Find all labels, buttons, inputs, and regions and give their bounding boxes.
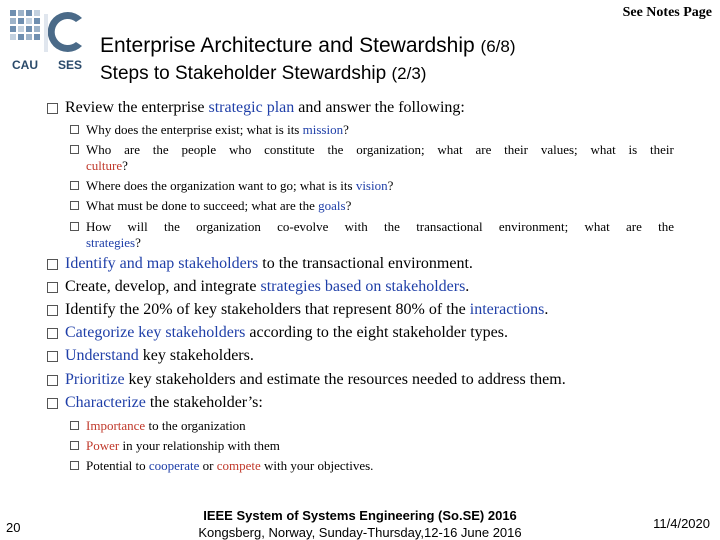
step-item	[65, 324, 508, 342]
step-text: according to the eight stakeholder types.	[245, 324, 508, 341]
conference-location: Kongsberg, Norway, Sunday-Thursday,12-16 June 2016	[198, 525, 522, 540]
question-end: ?	[122, 158, 128, 173]
q2-w1: Who	[86, 142, 112, 157]
q5-w12: the	[658, 219, 674, 234]
question-item	[86, 198, 674, 214]
q5-w5: co-evolve	[277, 219, 329, 234]
q2-w2: are	[124, 142, 140, 157]
subtitle-text: Steps to Stakeholder Stewardship	[100, 63, 387, 84]
q2-w14: is	[628, 142, 638, 157]
q5-w8: transactional	[416, 219, 483, 234]
step-text: Identify the 20% of key stakeholders that represent 80% of the	[65, 301, 470, 318]
sub-bullet-icon	[70, 125, 79, 134]
question-line-2	[86, 235, 674, 251]
question-keyword: culture	[86, 158, 123, 173]
q2-w15: their	[650, 142, 674, 157]
characteristic-item	[86, 418, 674, 434]
sub-bullet-icon	[70, 461, 79, 470]
step-item	[65, 278, 469, 296]
step-text: key stakeholders.	[138, 347, 254, 364]
q2-w12: values;	[540, 142, 578, 157]
q5-w2: will	[127, 219, 148, 234]
subtitle-number: (2/3)	[391, 64, 427, 83]
step-text: Create, develop, and integrate	[65, 278, 261, 295]
step-text: the stakeholder’s:	[145, 394, 263, 411]
characteristic-text-mid: or	[199, 458, 217, 473]
step-keyword: Understand	[65, 347, 139, 364]
q2-w9: what	[437, 142, 463, 157]
step-keyword: interactions	[469, 301, 545, 318]
question-item	[86, 122, 674, 138]
see-notes-link[interactable]: See Notes Page	[622, 5, 712, 20]
question-text: Why does the enterprise exist; what is its	[86, 122, 303, 137]
intro-text-a: Review the enterprise	[65, 99, 209, 116]
intro-highlight: strategic plan	[208, 99, 295, 116]
step-keyword: Identify and map stakeholders	[65, 255, 259, 272]
q5-w4: organization	[196, 219, 261, 234]
slide-subtitle	[100, 63, 426, 85]
question-line-2	[86, 158, 674, 174]
q5-w3: the	[164, 219, 180, 234]
sub-bullet-icon	[70, 145, 79, 154]
question-keyword: goals	[318, 198, 346, 213]
step-item	[65, 394, 263, 412]
q5-w11: are	[625, 219, 642, 234]
characteristic-end: with your objectives.	[260, 458, 374, 473]
step-item	[65, 347, 254, 365]
q2-w5: who	[228, 142, 252, 157]
bullet-icon	[47, 259, 58, 270]
step-end: .	[465, 278, 470, 295]
question-end: ?	[343, 122, 349, 137]
q2-w10: are	[475, 142, 492, 157]
q5-w1: How	[86, 219, 112, 234]
slide-date: 11/4/2020	[653, 516, 710, 531]
slide-title	[100, 34, 516, 58]
sub-bullet-icon	[70, 201, 79, 210]
question-end: ?	[345, 198, 352, 213]
step-keyword: Characterize	[65, 394, 146, 411]
step-item	[65, 255, 473, 273]
title-text: Enterprise Architecture and Stewardship	[100, 34, 475, 57]
bullet-icon	[47, 103, 58, 114]
characteristic-text: Potential to	[86, 458, 149, 473]
question-line-1	[86, 219, 674, 235]
characteristic-item	[86, 458, 674, 474]
step-item	[65, 371, 566, 389]
title-number: (6/8)	[480, 37, 516, 56]
intro-line	[65, 99, 465, 117]
q2-w4: people	[181, 142, 217, 157]
step-keyword: Categorize key stakeholders	[65, 324, 246, 341]
logo-ses-text: SES	[58, 58, 83, 72]
step-keyword: strategies based on stakeholders	[260, 278, 466, 295]
characteristic-item	[86, 438, 674, 454]
sub-bullet-icon	[70, 441, 79, 450]
question-keyword: mission	[302, 122, 344, 137]
sub-bullet-icon	[70, 181, 79, 190]
cau-ses-logo	[8, 6, 94, 74]
question-keyword: vision	[355, 178, 388, 193]
q2-w3: the	[152, 142, 169, 157]
step-end: .	[544, 301, 549, 318]
characteristic-keyword: cooperate	[148, 458, 200, 473]
question-end: ?	[135, 235, 141, 250]
step-text: key stakeholders and estimate the resources needed to address them.	[124, 371, 566, 388]
intro-text-c: and answer the following:	[294, 99, 465, 116]
bullet-icon	[47, 328, 58, 339]
question-end: ?	[387, 178, 394, 193]
step-item	[65, 301, 548, 319]
q2-w8: organization;	[356, 142, 425, 157]
characteristic-keyword: Importance	[86, 418, 146, 433]
sub-bullet-icon	[70, 222, 79, 231]
question-item	[86, 178, 674, 194]
step-text: to the transactional environment.	[258, 255, 473, 272]
bullet-icon	[47, 375, 58, 386]
page-number: 20	[6, 520, 21, 535]
q5-w6: with	[344, 219, 368, 234]
characteristic-text: to the organization	[145, 418, 246, 433]
step-keyword: Prioritize	[65, 371, 125, 388]
q5-w10: what	[584, 219, 610, 234]
logo-cau-text: CAU	[12, 58, 38, 72]
question-text: What must be done to succeed; what are the	[86, 198, 319, 213]
question-text: Where does the organization want to go; what is its	[86, 178, 356, 193]
q5-w9: environment;	[498, 219, 569, 234]
sub-bullet-icon	[70, 421, 79, 430]
bullet-icon	[47, 398, 58, 409]
question-item	[86, 142, 674, 174]
characteristic-keyword-2: compete	[216, 458, 261, 473]
q2-w11: their	[504, 142, 528, 157]
bullet-icon	[47, 305, 58, 316]
q2-w7: the	[327, 142, 344, 157]
question-line-1	[86, 142, 674, 158]
q2-w13: what	[590, 142, 616, 157]
question-item	[86, 219, 674, 251]
characteristic-text: in your relationship with them	[119, 438, 280, 453]
question-keyword: strategies	[86, 235, 136, 250]
characteristic-keyword: Power	[86, 438, 120, 453]
bullet-icon	[47, 282, 58, 293]
bullet-icon	[47, 351, 58, 362]
q2-w6: constitute	[264, 142, 315, 157]
conference-name: IEEE System of Systems Engineering (So.SE) 2016	[203, 508, 517, 523]
q5-w7: the	[384, 219, 400, 234]
